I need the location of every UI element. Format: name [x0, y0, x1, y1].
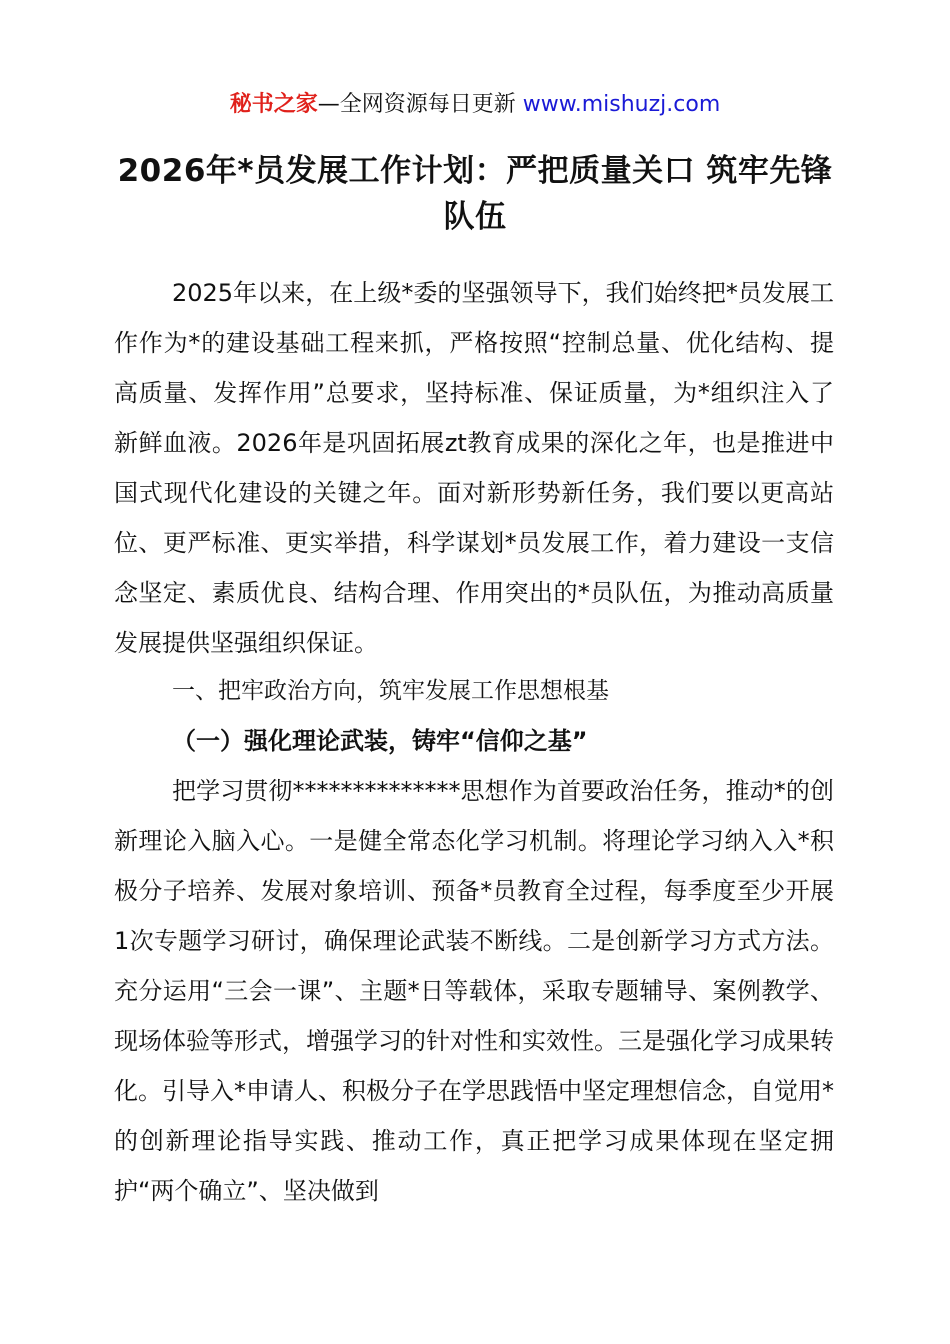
site-url-link[interactable]: www.mishuzj.com — [522, 92, 721, 117]
brand-name: 秘书之家 — [229, 92, 318, 117]
site-header — [0, 88, 950, 122]
section-paragraph: 把学习贯彻**************思想作为首要政治任务，推动*的创新理论入脑入心。一是健全常态化学习机制。将理论学习纳入入*积极分子培养、发展对象培训、预备*员教育全过程，每季度至少开展1次专题学习研讨，确保理论武装不断线。二是创新学习方式方法。充分运用“三会一课”、主题*日等载体，采取专题辅导、案例教学、现场体验等形式，增强学习的针对性和实效性。三是强化学习成果转化。引导入*申请人、积极分子在学思践悟中坚定理想信念，自觉用*的创新理论指导实践、推动工作，真正把学习成果体现在坚定拥护“两个确立”、坚决做到 — [114, 777, 834, 1205]
subsection-heading: （一）强化理论武装，铸牢“信仰之基” — [172, 727, 588, 755]
intro-paragraph: 2025年以来，在上级*委的坚强领导下，我们始终把*员发展工作作为*的建设基础工程来抓，严格按照“控制总量、优化结构、提高质量、发挥作用”总要求，坚持标准、保证质量，为*组织注入了新鲜血液。2026年是巩固拓展zt教育成果的深化之年，也是推进中国式现代化建设的关键之年。面对新形势新任务，我们要以更高站位、更严标准、更实举措，科学谋划*员发展工作，着力建设一支信念坚定、素质优良、结构合理、作用突出的*员队伍，为推动高质量发展提供坚强组织保证。 — [114, 279, 834, 657]
section-heading: 一、把牢政治方向，筑牢发展工作思想根基 — [172, 678, 609, 704]
document-title: 2026年*员发展工作计划：严把质量关口 筑牢先锋队伍 — [117, 153, 833, 235]
header-tagline: —全网资源每日更新 — [317, 92, 523, 117]
